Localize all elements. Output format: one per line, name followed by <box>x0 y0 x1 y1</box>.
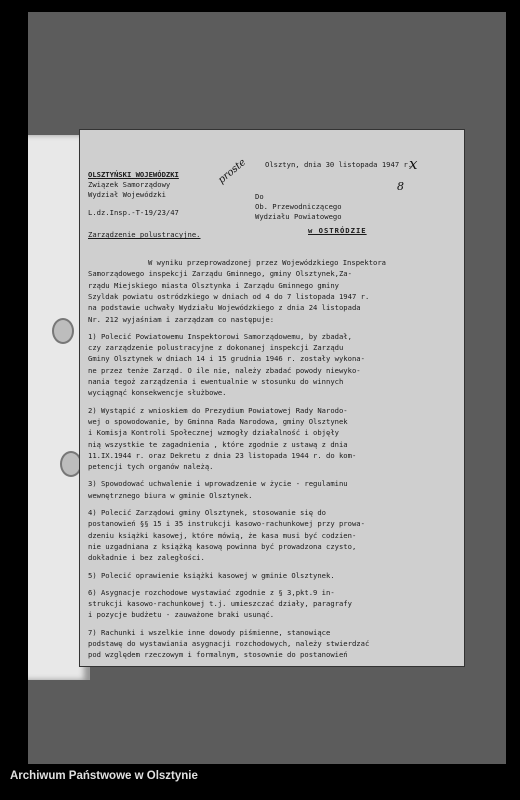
reference-number: L.dz.Insp.-T-19/23/47 <box>88 208 179 217</box>
recipient-line3: w OSTRÓDZIE <box>308 226 367 235</box>
body-line: dzeniu książki kasowej, które mówią, że kasa musi być codzien- <box>88 530 357 540</box>
body-line: 2) Wystąpić z wnioskiem do Prezydium Powiatowej Rady Narodo- <box>88 405 348 415</box>
body-line: wewnętrznego biura w gminie Olsztynek. <box>88 490 253 500</box>
org-name-line3: Wydział Wojewódzki <box>88 190 166 199</box>
handwritten-page-number: 8 <box>397 180 404 193</box>
body-line: rządu Miejskiego miasta Olsztynka i Zarządu Gminnego gminy <box>88 280 339 290</box>
body-line: W wyniku przeprowadzonej przez Wojewódzkiego Inspektora <box>148 258 386 267</box>
binder-hole-top <box>52 318 74 344</box>
body-line: petencji tych organów należą. <box>88 462 214 472</box>
body-line: 1) Polecić Powiatowemu Inspektorowi Samorządowemu, by zbadał, <box>88 331 352 341</box>
body-line: 4) Polecić Zarządowi gminy Olsztynek, stosowanie się do <box>88 508 326 517</box>
body-line: Nr. 212 wyjaśniam i zarządzam co następuje: <box>88 314 275 324</box>
body-line: Samorządowego inspekcji Zarządu Gminnego, gminy Olsztynek,Za- <box>88 269 352 279</box>
recipient-line1: Ob. Przewodniczącego <box>255 202 342 211</box>
org-name-line1: OLSZTYŃSKI WOJEWÓDZKI <box>88 170 179 179</box>
body-line: strukcji kasowo-rachunkowej t.j. umieszczać działy, paragrafy <box>88 599 352 609</box>
document-page <box>80 130 464 666</box>
place-and-date: Olsztyn, dnia 30 listopada 1947 r. <box>265 160 413 169</box>
body-line: 11.IX.1944 r. oraz Dekretu z dnia 23 listopada 1944 r. do kom- <box>88 450 357 460</box>
body-line: postanowień §§ 15 i 35 instrukcji kasowo-rachunkowej przy prowa- <box>88 519 365 529</box>
body-line: na podstawie uchwały Wydziału Wojewódzkiego z dnia 24 listopada <box>88 303 361 313</box>
body-line: nią wszystkie te zagadnienia , które zgodnie z ustawą z dnia <box>88 439 348 449</box>
body-line: dokładnie i bez zaległości. <box>88 553 205 563</box>
body-line: 3) Spowodować uchwalenie i wprowadzenie w życie - regulaminu <box>88 479 348 489</box>
binder-hole-bottom <box>60 451 82 477</box>
body-line: Gminy Olsztynek w dniach 14 i 15 grudnia 1946 r. zostały wykona- <box>88 354 365 364</box>
body-line: czy zarządzenie polustracyjne z dokonanej inspekcji Zarządu <box>88 343 344 353</box>
body-line: i Komisja Kontroli Społecznej wzmogły działalność i objęły <box>88 428 339 438</box>
handwritten-annotation: proste <box>216 156 249 187</box>
body-line: pod względem rzeczowym i formalnym, stosownie do postanowień <box>88 650 348 660</box>
body-line: 5) Polecić oprawienie książki kasowej w gminie Olsztynek. <box>88 570 335 580</box>
recipient-to-label: Do <box>255 192 264 201</box>
body-line: 6) Asygnacje rozchodowe wystawiać zgodnie z § 3,pkt.9 in- <box>88 587 335 597</box>
body-line: wej o spowodowanie, by Gminna Rada Narodowa, gminy Olsztynek <box>88 416 348 426</box>
handwritten-mark: x <box>409 155 418 173</box>
body-line: nie uzgadniana z książką kasową powinna być prowadzona czysto, <box>88 541 357 551</box>
body-line: Szyldak powiatu ostródzkiego w dniach od 4 do 7 listopada 1947 r. <box>88 291 370 301</box>
body-line: ne przez tenże Zarząd. O ile nie, należy zbadać powody niewyko- <box>88 365 361 375</box>
body-line: i pozycje budżetu - zauważone braki usunąć. <box>88 610 275 620</box>
body-line: wyciągnąć konsekwencje służbowe. <box>88 388 227 398</box>
archive-footer: Archiwum Państwowe w Olsztynie <box>10 770 198 782</box>
org-name-line2: Związek Samorządowy <box>88 180 171 189</box>
document-subject: Zarządzenie polustracyjne. <box>88 230 201 239</box>
body-line: podstawę do wystawiania asygnacji rozchodowych, należy stwierdzać <box>88 639 370 648</box>
body-line: nania tegoż zarządzenia i ewentualnie w stosunku do winnych <box>88 377 344 386</box>
recipient-line2: Wydziału Powiatowego <box>255 212 342 221</box>
body-line: 7) Rachunki i wszelkie inne dowody piśmienne, stanowiące <box>88 627 331 637</box>
